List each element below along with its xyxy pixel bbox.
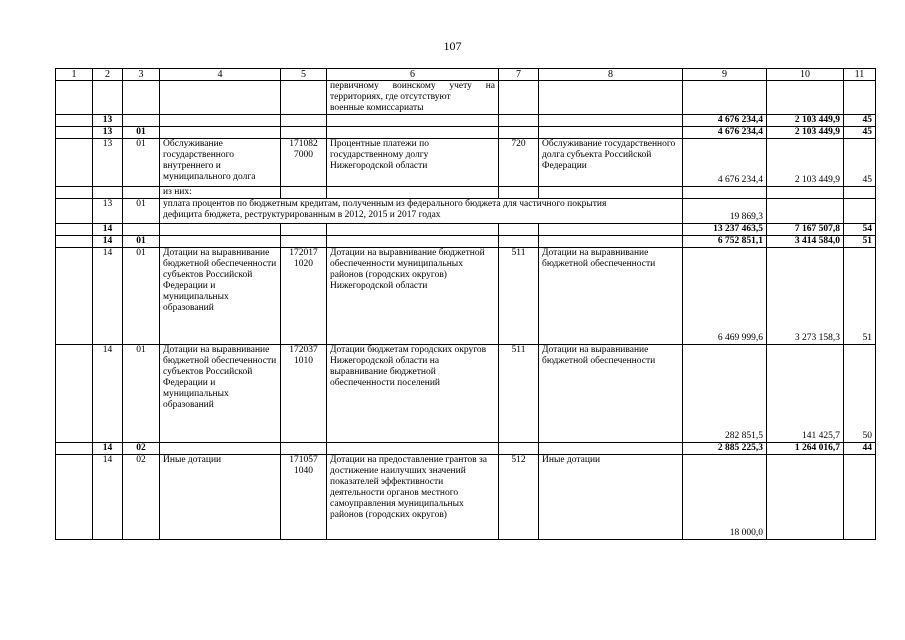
cell-amount-10: 2 103 449,9 (767, 139, 844, 187)
cell-code: 172037 1010 (281, 345, 327, 443)
cell-amount-9: 4 676 234,4 (683, 127, 767, 139)
cell-subsection: 01 (123, 345, 160, 443)
cell-kvr: 511 (499, 345, 539, 443)
cell-amount-10: 3 414 584,0 (767, 236, 844, 248)
cell-section: 13 (93, 127, 123, 139)
cell-amount-9: 6 752 851,1 (683, 236, 767, 248)
cell-percent: 45 (844, 115, 876, 127)
cell-code: 172017 1020 (281, 248, 327, 345)
cell-description: Процентные платежи по государственному долгу Нижегородской области (327, 139, 499, 187)
budget-table (55, 68, 876, 540)
cell-percent: 54 (844, 224, 876, 236)
cell-kvr: 720 (499, 139, 539, 187)
cell-percent: 51 (844, 236, 876, 248)
cell-kvr: 512 (499, 455, 539, 540)
cell-name: Иные дотации (160, 455, 281, 540)
table-row (56, 224, 876, 236)
cell-name: Обслуживание государственного внутреннего и муниципального долга (160, 139, 281, 187)
cell-name: из них: (160, 187, 281, 199)
table-row (56, 236, 876, 248)
cell-section: 14 (93, 443, 123, 455)
cell-subsection: 01 (123, 127, 160, 139)
cell-subsection: 01 (123, 199, 160, 224)
cell-description: первичному воинскому учету на территориях, где отсутствуют военные комиссариаты (327, 81, 499, 115)
cell-amount-10: 1 264 016,7 (767, 443, 844, 455)
col-header: 6 (327, 69, 499, 81)
col-header: 2 (93, 69, 123, 81)
cell-section: 14 (93, 455, 123, 540)
cell-percent: 50 (844, 345, 876, 443)
table-row (56, 127, 876, 139)
cell-subsection: 01 (123, 139, 160, 187)
cell-description: Дотации на выравнивание бюджетной обеспеченности муниципальных районов (городских округов) Нижегородской области (327, 248, 499, 345)
col-header: 7 (499, 69, 539, 81)
table-row (56, 345, 876, 443)
cell-percent: 45 (844, 139, 876, 187)
col-header: 3 (123, 69, 160, 81)
cell-amount-9: 282 851,5 (683, 345, 767, 443)
cell-description: Дотации на предоставление грантов за достижение наилучших значений показателей эффективности деятельности органов местного самоуправления муниципальных районов (городских округов) (327, 455, 499, 540)
cell-subsection: 02 (123, 443, 160, 455)
cell-amount-10: 3 273 158,3 (767, 248, 844, 345)
table-row (56, 81, 876, 115)
table-row (56, 199, 876, 224)
col-header: 10 (767, 69, 844, 81)
cell-amount-10: 7 167 507,8 (767, 224, 844, 236)
page-number: 107 (443, 39, 462, 53)
cell-subsection: 01 (123, 248, 160, 345)
table-row (56, 455, 876, 540)
cell-amount-9: 4 676 234,4 (683, 115, 767, 127)
cell-section: 14 (93, 345, 123, 443)
cell-amount-9: 19 869,3 (683, 199, 767, 224)
cell-percent: 44 (844, 443, 876, 455)
cell-amount-9: 18 000,0 (683, 455, 767, 540)
cell-amount-10: 2 103 449,9 (767, 115, 844, 127)
cell-code: 171082 7000 (281, 139, 327, 187)
cell-target: Дотации на выравнивание бюджетной обеспеченности (539, 248, 683, 345)
cell-merged-description: уплата процентов по бюджетным кредитам, полученным из федерального бюджета для частичного покрытия дефицита бюджета, реструктурированным в 2012, 2015 и 2017 годах (160, 199, 683, 224)
cell-amount-9: 6 469 999,6 (683, 248, 767, 345)
cell-section: 13 (93, 199, 123, 224)
table-row (56, 187, 876, 199)
cell-description: Дотации бюджетам городских округов Нижегородской области на выравнивание бюджетной обеспеченности поселений (327, 345, 499, 443)
cell-section: 14 (93, 248, 123, 345)
cell-subsection: 01 (123, 236, 160, 248)
cell-target: Иные дотации (539, 455, 683, 540)
cell-amount-9: 2 885 225,3 (683, 443, 767, 455)
cell-section: 13 (93, 139, 123, 187)
cell-code: 171057 1040 (281, 455, 327, 540)
cell-percent: 51 (844, 248, 876, 345)
cell-amount-10: 2 103 449,9 (767, 127, 844, 139)
cell-section: 14 (93, 236, 123, 248)
table-row (56, 115, 876, 127)
cell-name: Дотации на выравнивание бюджетной обеспеченности субъектов Российской Федерации и муниципальных образований (160, 345, 281, 443)
cell-subsection: 02 (123, 455, 160, 540)
cell-target: Дотации на выравнивание бюджетной обеспеченности (539, 345, 683, 443)
col-header: 9 (683, 69, 767, 81)
col-header: 8 (539, 69, 683, 81)
col-header: 4 (160, 69, 281, 81)
header-row (56, 69, 876, 81)
cell-section: 14 (93, 224, 123, 236)
cell-name: Дотации на выравнивание бюджетной обеспеченности субъектов Российской Федерации и муниципальных образований (160, 248, 281, 345)
table-row (56, 443, 876, 455)
col-header: 5 (281, 69, 327, 81)
table-row (56, 248, 876, 345)
cell-amount-9: 4 676 234,4 (683, 139, 767, 187)
cell-percent: 45 (844, 127, 876, 139)
cell-kvr: 511 (499, 248, 539, 345)
cell-section: 13 (93, 115, 123, 127)
table-row (56, 139, 876, 187)
col-header: 11 (844, 69, 876, 81)
cell-target: Обслуживание государственного долга субъекта Российской Федерации (539, 139, 683, 187)
col-header: 1 (56, 69, 93, 81)
cell-amount-10: 141 425,7 (767, 345, 844, 443)
cell-amount-9: 13 237 463,5 (683, 224, 767, 236)
